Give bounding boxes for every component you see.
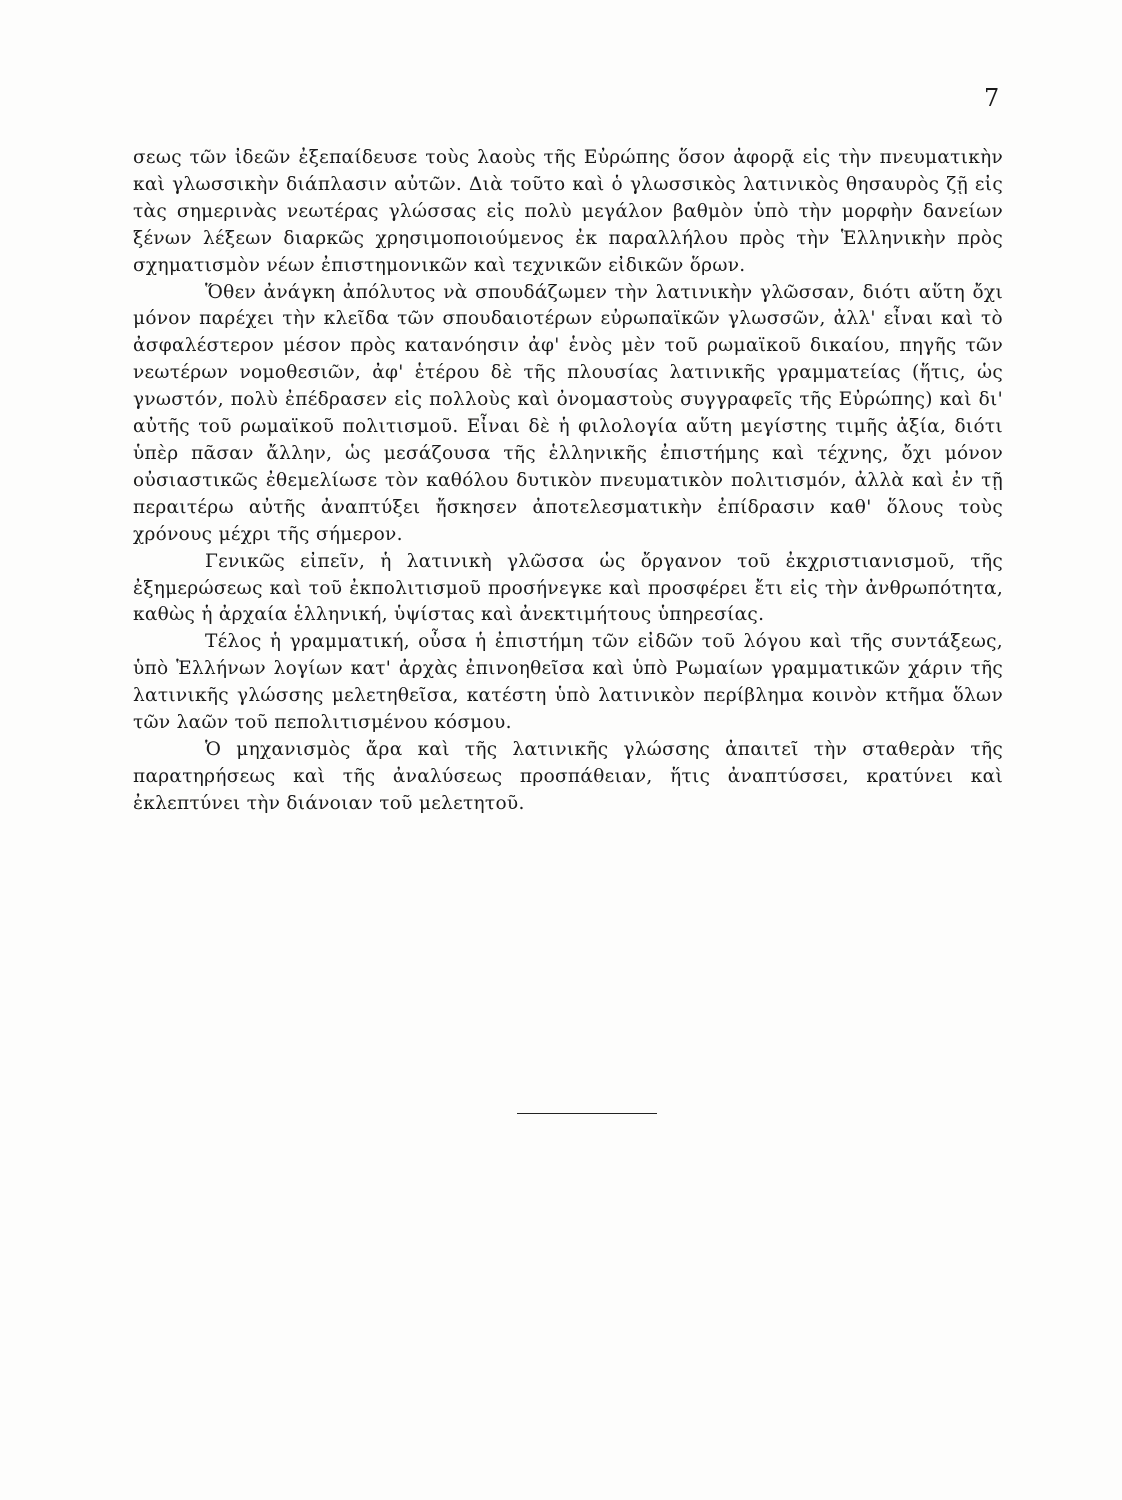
paragraph: Ὁ μηχανισμὸς ἄρα καὶ τῆς λατινικῆς γλώσσης ἀπαιτεῖ τὴν σταθερὰν τῆς παρατηρήσεως καὶ τῆς ἀναλύσεως προσπάθειαν, ἥτις ἀναπτύσσει, κρατύνει καὶ ἐκλεπτύνει τὴν διάνοιαν τοῦ μελετητοῦ. (133, 738, 1003, 814)
section-end-rule (517, 1113, 657, 1114)
body-text (133, 145, 1003, 818)
page-number: 7 (984, 84, 1000, 112)
paragraph: Τέλος ἡ γραμματική, οὖσα ἡ ἐπιστήμη τῶν εἰδῶν τοῦ λόγου καὶ τῆς συντάξεως, ὑπὸ Ἑλλήνων λογίων κατ' ἀρχὰς ἐπινοηθεῖσα καὶ ὑπὸ Ρωμαίων γραμματικῶν χάριν τῆς λατινικῆς γλώσσης μελετηθεῖσα, κατέστη ὑπὸ λατινικὸν περίβλημα κοινὸν κτῆμα ὅλων τῶν λαῶν τοῦ πεπολιτισμένου κόσμου. (133, 631, 1003, 734)
paragraph: Ὅθεν ἀνάγκη ἀπόλυτος νὰ σπουδάζωμεν τὴν λατινικὴν γλῶσσαν, διότι αὕτη ὄχι μόνον παρέχει τὴν κλεῖδα τῶν σπουδαιοτέρων εὐρωπαϊκῶν γλωσσῶν, ἀλλ' εἶναι καὶ τὸ ἀσφαλέστερον μέσον πρὸς κατανόησιν ἀφ' ἑνὸς μὲν τοῦ ρωμαϊκοῦ δικαίου, πηγῆς τῶν νεωτέρων νομοθεσιῶν, ἀφ' ἑτέρου δὲ τῆς πλουσίας λατινικῆς γραμματείας (ἥτις, ὡς γνωστόν, πολὺ ἐπέδρασεν εἰς πολλοὺς καὶ ὀνομαστοὺς συγγραφεῖς τῆς Εὐρώπης) καὶ δι' αὐτῆς τοῦ ρωμαϊκοῦ πολιτισμοῦ. Εἶναι δὲ ἡ φιλολογία αὕτη μεγίστης τιμῆς ἀξία, διότι ὑπὲρ πᾶσαν ἄλλην, ὡς μεσάζουσα τῆς ἑλληνικῆς ἐπιστήμης καὶ τέχνης, ὄχι μόνον οὐσιαστικῶς ἐθεμελίωσε τὸν καθόλου δυτικὸν πνευματικὸν πολιτισμόν, ἀλλὰ καὶ ἐν τῇ περαιτέρω αὐτῆς ἀναπτύξει ἤσκησεν ἀποτελεσματικὴν ἐπίδρασιν καθ' ὅλους τοὺς χρόνους μέχρι τῆς σήμερον. (133, 281, 1003, 545)
paragraph-continuation: σεως τῶν ἰδεῶν ἐξεπαίδευσε τοὺς λαοὺς τῆς Εὐρώπης ὅσον ἀφορᾷ εἰς τὴν πνευματικὴν καὶ γλωσσικὴν διάπλασιν αὐτῶν. Διὰ τοῦτο καὶ ὁ γλωσσικὸς λατινικὸς θησαυρὸς ζῇ εἰς τὰς σημερινὰς νεωτέρας γλώσσας εἰς πολὺ μεγάλον βαθμὸν ὑπὸ τὴν μορφὴν δανείων ξένων λέξεων διαρκῶς χρησιμοποιούμενος ἐκ παραλλήλου πρὸς τὴν Ἑλληνικὴν πρὸς σχηματισμὸν νέων ἐπιστημονικῶν καὶ τεχνικῶν εἰδικῶν ὅρων. (133, 147, 1003, 276)
paragraph: Γενικῶς εἰπεῖν, ἡ λατινικὴ γλῶσσα ὡς ὄργανον τοῦ ἐκχριστιανισμοῦ, τῆς ἐξημερώσεως καὶ τοῦ ἐκπολιτισμοῦ προσήνεγκε καὶ προσφέρει ἔτι εἰς τὴν ἀνθρωπότητα, καθὼς ἡ ἀρχαία ἑλληνική, ὑψίστας καὶ ἀνεκτιμήτους ὑπηρεσίας. (133, 550, 1003, 626)
